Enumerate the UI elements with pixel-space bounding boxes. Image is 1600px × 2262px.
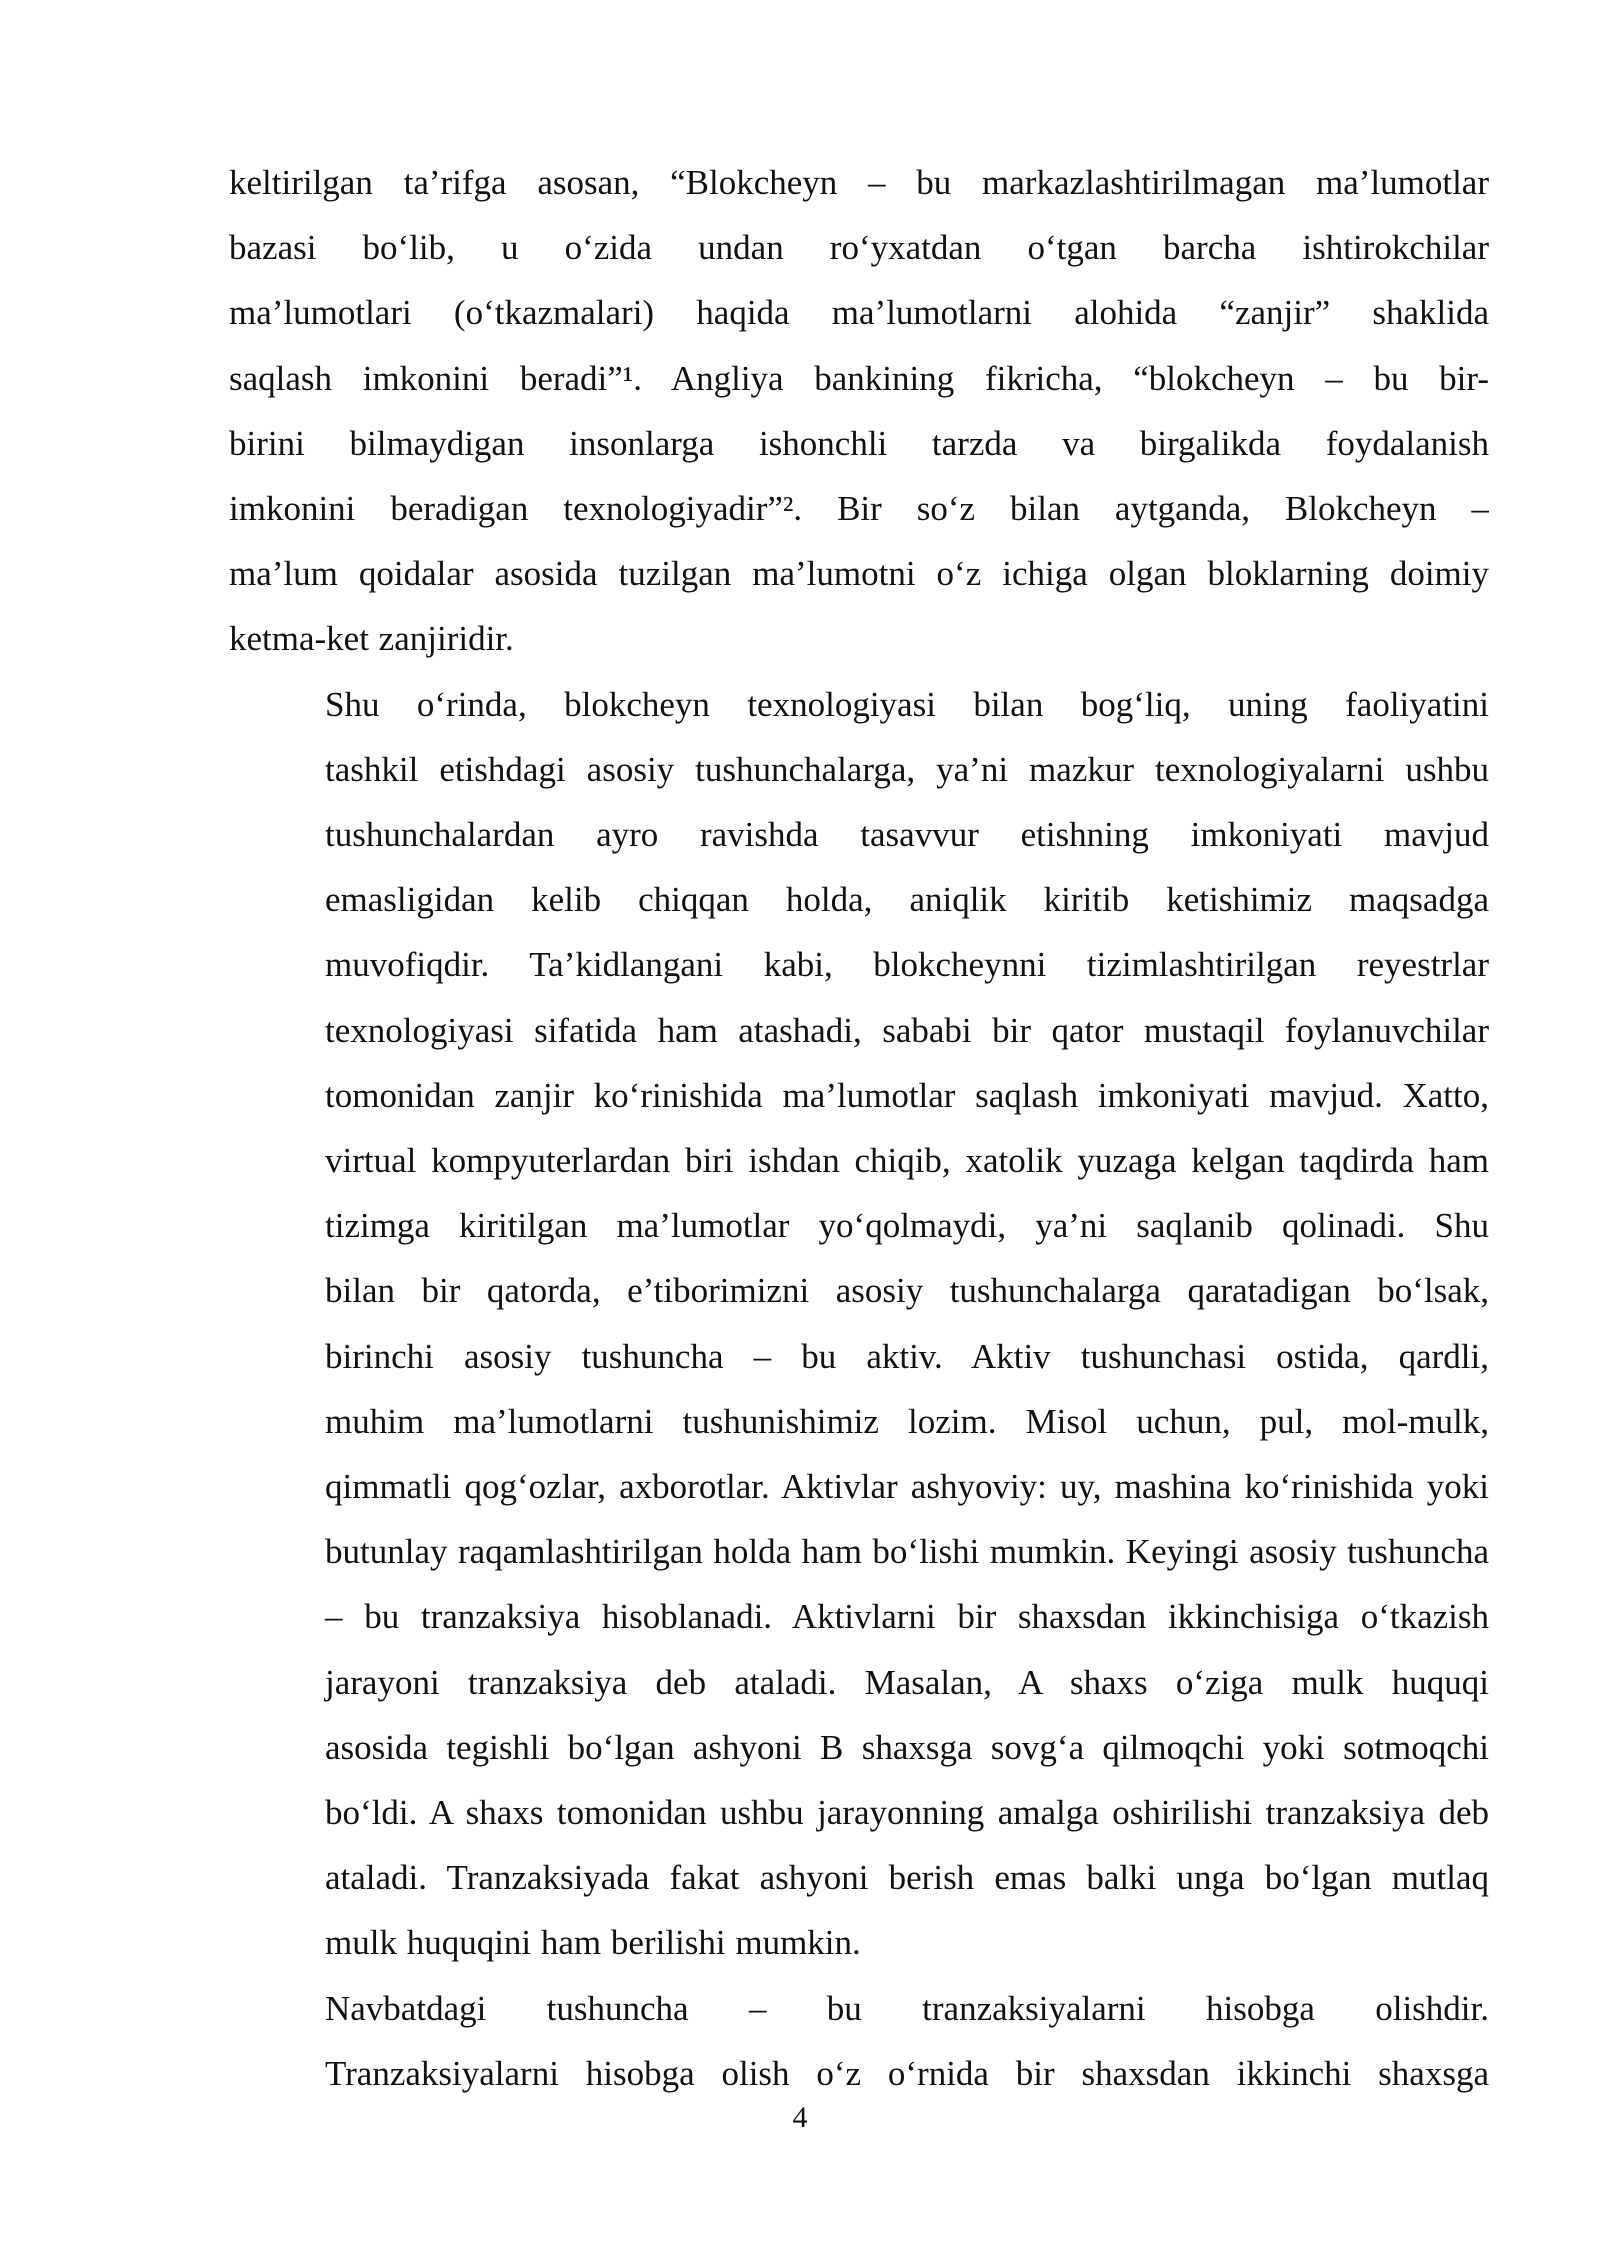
body-text <box>229 150 1489 2106</box>
text-line: muvofiqdir. Ta’kidlangani kabi, blokcheynni tizimlashtirilgan reyestrlar <box>325 945 1489 985</box>
text-line: saqlash imkonini beradi”¹. Angliya bankining fikricha, “blokcheyn – bu bir- <box>229 358 1489 398</box>
text-line: mulk huquqini ham berilishi mumkin. <box>325 1923 861 1963</box>
text-line: Navbatdagi tushuncha – bu tranzaksiyalarni hisobga olishdir. <box>325 1988 1489 2028</box>
page-number: 4 <box>792 2101 808 2134</box>
paragraph <box>229 150 1489 672</box>
text-line: emasligidan kelib chiqqan holda, aniqlik kiritib ketishimiz maqsadga <box>325 880 1489 920</box>
text-line: texnologiyasi sifatida ham atashadi, sababi bir qator mustaqil foylanuvchilar <box>325 1010 1489 1050</box>
text-line: tizimga kiritilgan ma’lumotlar yo‘qolmaydi, ya’ni saqlanib qolinadi. Shu <box>325 1206 1489 1246</box>
text-line: birinchi asosiy tushuncha – bu aktiv. Aktiv tushunchasi ostida, qardli, <box>325 1336 1489 1376</box>
paragraph <box>229 672 1489 1976</box>
text-line: bilan bir qatorda, e’tiborimizni asosiy tushunchalarga qaratadigan bo‘lsak, <box>325 1271 1489 1311</box>
text-line: tushunchalardan ayro ravishda tasavvur etishning imkoniyati mavjud <box>325 815 1489 855</box>
text-line: keltirilgan ta’rifga asosan, “Blokcheyn – bu markazlashtirilmagan ma’lumotlar <box>229 163 1489 202</box>
text-line: ma’lum qoidalar asosida tuzilgan ma’lumotni o‘z ichiga olgan bloklarning doimiy <box>229 554 1489 594</box>
text-line: bo‘ldi. A shaxs tomonidan ushbu jarayonning amalga oshirilishi tranzaksiya deb <box>325 1793 1489 1833</box>
text-line: virtual kompyuterlardan biri ishdan chiqib, xatolik yuzaga kelgan taqdirda ham <box>325 1141 1489 1181</box>
text-line: Tranzaksiyalarni hisobga olish o‘z o‘rnida bir shaxsdan ikkinchi shaxsga <box>325 2053 1489 2093</box>
text-line: qimmatli qog‘ozlar, axborotlar. Aktivlar ashyoviy: uy, mashina ko‘rinishida yoki <box>325 1467 1489 1507</box>
text-line: ataladi. Tranzaksiyada fakat ashyoni berish emas balki unga bo‘lgan mutlaq <box>325 1858 1489 1898</box>
text-line: ma’lumotlari (o‘tkazmalari) haqida ma’lumotlarni alohida “zanjir” shaklida <box>229 293 1489 333</box>
text-line: tashkil etishdagi asosiy tushunchalarga, ya’ni mazkur texnologiyalarni ushbu <box>325 749 1489 789</box>
text-line: tomonidan zanjir ko‘rinishida ma’lumotlar saqlash imkoniyati mavjud. Xatto, <box>325 1075 1489 1115</box>
text-line: muhim ma’lumotlarni tushunishimiz lozim. Misol uchun, pul, mol-mulk, <box>325 1401 1489 1441</box>
text-line: birini bilmaydigan insonlarga ishonchli tarzda va birgalikda foydalanish <box>229 423 1489 463</box>
text-line: jarayoni tranzaksiya deb ataladi. Masalan, A shaxs o‘ziga mulk huquqi <box>325 1662 1489 1702</box>
text-line: butunlay raqamlashtirilgan holda ham bo‘lishi mumkin. Keyingi asosiy tushuncha <box>325 1532 1489 1572</box>
text-line: ketma-ket zanjiridir. <box>229 619 514 659</box>
text-line: – bu tranzaksiya hisoblanadi. Aktivlarni bir shaxsdan ikkinchisiga o‘tkazish <box>325 1597 1489 1637</box>
text-line: Shu o‘rinda, blokcheyn texnologiyasi bilan bog‘liq, uning faoliyatini <box>325 684 1489 724</box>
paragraph <box>229 1976 1489 2106</box>
text-line: asosida tegishli bo‘lgan ashyoni B shaxsga sovg‘a qilmoqchi yoki sotmoqchi <box>325 1727 1489 1767</box>
text-line: imkonini beradigan texnologiyadir”². Bir so‘z bilan aytganda, Blokcheyn – <box>229 489 1489 529</box>
text-line: bazasi bo‘lib, u o‘zida undan ro‘yxatdan o‘tgan barcha ishtirokchilar <box>229 228 1489 268</box>
